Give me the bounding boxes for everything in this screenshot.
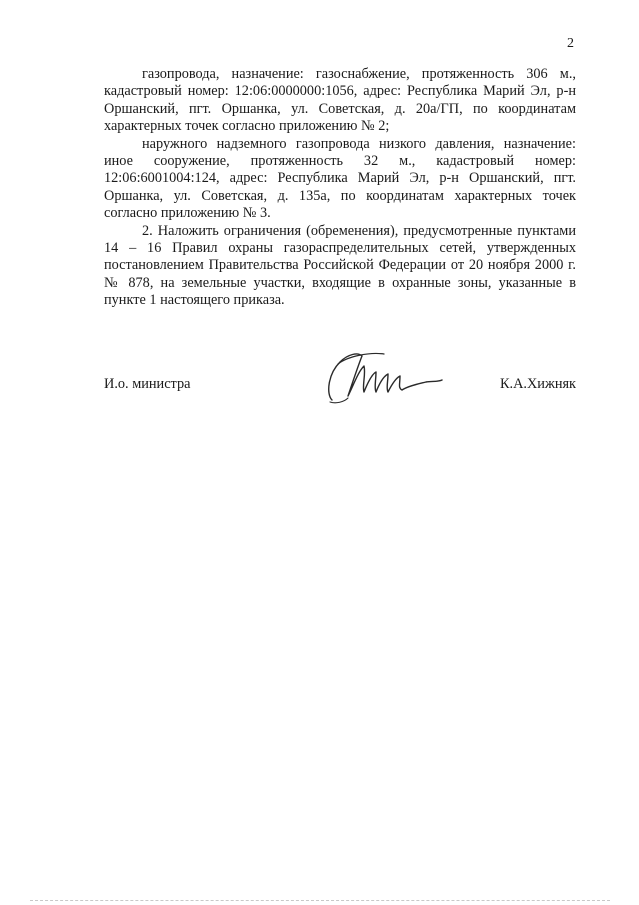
paragraph-gas-pipeline-2: наружного надземного газопровода низкого давления, назначение: иное сооружение, протяженность 32 м., кадастровый номер: 12:06:6001004:124, адрес: Республика Марий Эл, р-н Оршанский, пгт. Оршанка, ул. Советская, д. 135а, по координатам характерных точек согласно приложению № 3. — [104, 135, 576, 222]
signatory-title: И.о. министра — [104, 376, 191, 392]
document-body — [104, 66, 576, 310]
page-bottom-edge — [30, 900, 610, 901]
signatory-name: К.А.Хижняк — [499, 376, 576, 392]
paragraph-restrictions: 2. Наложить ограничения (обременения), предусмотренные пунктами 14 – 16 Правил охраны газораспределительных сетей, утвержденных постановлением Правительства Российской Федерации от 20 ноября 2000 г. № 878, на земельные участки, входящие в охранные зоны, указанные в пункте 1 настоящего приказа. — [104, 222, 576, 309]
paragraph-gas-pipeline-1: газопровода, назначение: газоснабжение, протяженность 306 м., кадастровый номер: 12:06:0000000:1056, адрес: Республика Марий Эл, р-н Оршанский, пгт. Оршанка, ул. Советская, д. 20а/ГП, по координатам характерных точек согласно приложению № 2; — [104, 66, 576, 135]
page-number: 2 — [567, 36, 574, 51]
signature-block — [104, 376, 576, 406]
